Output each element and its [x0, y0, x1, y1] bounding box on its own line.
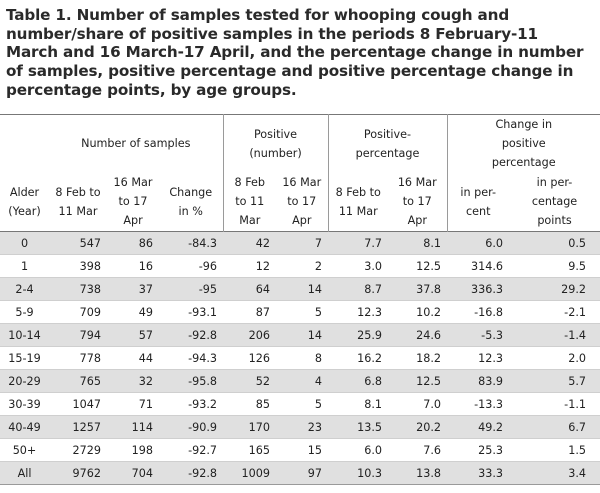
cell-change-percent: 83.9: [447, 370, 509, 393]
cell-pct-period1: 25.9: [328, 324, 388, 347]
header-positive-period2-text: 16 Mar to 17 Apr: [282, 176, 322, 227]
cell-change-points: 9.5: [509, 255, 600, 278]
cell-pct-period1: 13.5: [328, 416, 388, 439]
cell-samples-change: -95.8: [159, 370, 223, 393]
table-row: [0, 255, 600, 278]
cell-age: All: [0, 462, 49, 485]
header-change-positive-percentage: [447, 115, 600, 173]
cell-samples-change: -90.9: [159, 416, 223, 439]
cell-age: 40-49: [0, 416, 49, 439]
cell-positive-period1: 170: [223, 416, 276, 439]
header-change-in-points-text: in per-centage points: [531, 176, 578, 227]
cell-pct-period2: 12.5: [388, 370, 447, 393]
cell-pct-period2: 20.2: [388, 416, 447, 439]
cell-samples-change: -92.7: [159, 439, 223, 462]
table-title: Table 1. Number of samples tested for whooping cough and number/share of positive samples in the periods 8 February-11 March and 16 March-17 April, and the percentage change in number of samples, positive percentage and positive percentage change in percentage points, by age groups.: [6, 6, 584, 99]
table-row: [0, 416, 600, 439]
cell-age: 50+: [0, 439, 49, 462]
cell-pct-period2: 12.5: [388, 255, 447, 278]
cell-change-points: 0.5: [509, 232, 600, 255]
cell-positive-period2: 5: [276, 301, 328, 324]
cell-positive-period1: 206: [223, 324, 276, 347]
cell-change-points: -1.4: [509, 324, 600, 347]
header-samples-period1: [49, 172, 107, 232]
cell-positive-period2: 2: [276, 255, 328, 278]
cell-change-percent: 314.6: [447, 255, 509, 278]
cell-samples-change: -95: [159, 278, 223, 301]
cell-positive-period1: 64: [223, 278, 276, 301]
cell-positive-period1: 87: [223, 301, 276, 324]
cell-change-percent: 6.0: [447, 232, 509, 255]
cell-samples-period1: 9762: [49, 462, 107, 485]
cell-pct-period2: 37.8: [388, 278, 447, 301]
header-change-in-percent: [447, 172, 509, 232]
header-samples-period2-text: 16 Mar to 17 Apr: [113, 176, 153, 227]
cell-samples-period1: 709: [49, 301, 107, 324]
cell-samples-change: -84.3: [159, 232, 223, 255]
cell-age: 15-19: [0, 347, 49, 370]
cell-positive-period2: 4: [276, 370, 328, 393]
cell-change-percent: 33.3: [447, 462, 509, 485]
cell-samples-period2: 32: [107, 370, 159, 393]
table-row: [0, 301, 600, 324]
cell-samples-period2: 49: [107, 301, 159, 324]
cell-age: 20-29: [0, 370, 49, 393]
cell-positive-period1: 126: [223, 347, 276, 370]
cell-samples-period1: 1257: [49, 416, 107, 439]
cell-pct-period2: 8.1: [388, 232, 447, 255]
cell-positive-period2: 23: [276, 416, 328, 439]
cell-samples-period2: 37: [107, 278, 159, 301]
header-row-columns: [0, 172, 600, 232]
cell-samples-period2: 198: [107, 439, 159, 462]
cell-samples-period1: 778: [49, 347, 107, 370]
header-pct-period1-text: 8 Feb to 11 Mar: [335, 185, 381, 218]
cell-age: 30-39: [0, 393, 49, 416]
cell-samples-change: -94.3: [159, 347, 223, 370]
cell-pct-period2: 10.2: [388, 301, 447, 324]
cell-age: 0: [0, 232, 49, 255]
cell-positive-period2: 14: [276, 324, 328, 347]
table-row: [0, 278, 600, 301]
samples-table: [0, 114, 600, 485]
header-positive-number-text: Positive (number): [249, 127, 302, 160]
cell-positive-period1: 42: [223, 232, 276, 255]
header-positive-number: [223, 115, 328, 173]
header-change-in-percent-text: in per-cent: [460, 185, 497, 218]
cell-samples-change: -92.8: [159, 462, 223, 485]
cell-age: 1: [0, 255, 49, 278]
cell-positive-period2: 15: [276, 439, 328, 462]
cell-samples-period1: 2729: [49, 439, 107, 462]
table-row-total: [0, 462, 600, 485]
cell-positive-period2: 97: [276, 462, 328, 485]
cell-pct-period1: 12.3: [328, 301, 388, 324]
cell-pct-period1: 6.0: [328, 439, 388, 462]
cell-pct-period2: 13.8: [388, 462, 447, 485]
cell-pct-period1: 16.2: [328, 347, 388, 370]
cell-positive-period2: 14: [276, 278, 328, 301]
cell-positive-period1: 12: [223, 255, 276, 278]
header-number-of-samples: Number of samples: [81, 137, 191, 150]
cell-change-percent: -5.3: [447, 324, 509, 347]
cell-change-points: -2.1: [509, 301, 600, 324]
cell-change-points: 6.7: [509, 416, 600, 439]
header-positive-percentage-text: Positive-percentage: [355, 127, 420, 160]
cell-samples-change: -93.1: [159, 301, 223, 324]
cell-pct-period2: 7.6: [388, 439, 447, 462]
cell-pct-period1: 7.7: [328, 232, 388, 255]
header-positive-period1-text: 8 Feb to 11 Mar: [234, 176, 265, 227]
cell-change-points: -1.1: [509, 393, 600, 416]
header-pct-period2-text: 16 Mar to 17 Apr: [397, 176, 437, 227]
cell-samples-period2: 16: [107, 255, 159, 278]
cell-samples-period1: 738: [49, 278, 107, 301]
cell-positive-period1: 85: [223, 393, 276, 416]
cell-samples-change: -96: [159, 255, 223, 278]
cell-samples-change: -92.8: [159, 324, 223, 347]
cell-samples-period2: 71: [107, 393, 159, 416]
table-row: [0, 347, 600, 370]
cell-pct-period2: 7.0: [388, 393, 447, 416]
header-positive-percentage: [328, 115, 447, 173]
header-row-groups: [0, 115, 600, 173]
cell-samples-period2: 114: [107, 416, 159, 439]
cell-change-percent: 49.2: [447, 416, 509, 439]
cell-pct-period1: 3.0: [328, 255, 388, 278]
header-change-text: Change in positive percentage: [491, 118, 556, 169]
cell-samples-period1: 794: [49, 324, 107, 347]
cell-samples-period1: 1047: [49, 393, 107, 416]
header-samples-change: [159, 172, 223, 232]
table-row: [0, 393, 600, 416]
header-samples-period2: [107, 172, 159, 232]
cell-change-percent: -16.8: [447, 301, 509, 324]
header-pct-period1: [328, 172, 388, 232]
header-age-spacer: [0, 115, 49, 173]
header-age-text: Alder (Year): [8, 185, 41, 218]
cell-positive-period2: 5: [276, 393, 328, 416]
table-row: [0, 439, 600, 462]
cell-positive-period1: 52: [223, 370, 276, 393]
cell-samples-period2: 704: [107, 462, 159, 485]
cell-pct-period1: 10.3: [328, 462, 388, 485]
header-change-in-points: [509, 172, 600, 232]
cell-positive-period1: 1009: [223, 462, 276, 485]
table-row: [0, 324, 600, 347]
cell-positive-period1: 165: [223, 439, 276, 462]
cell-age: 10-14: [0, 324, 49, 347]
cell-change-percent: 12.3: [447, 347, 509, 370]
cell-change-points: 3.4: [509, 462, 600, 485]
cell-positive-period2: 7: [276, 232, 328, 255]
table-row: [0, 232, 600, 255]
header-samples-period1-text: 8 Feb to 11 Mar: [55, 185, 101, 218]
cell-pct-period2: 24.6: [388, 324, 447, 347]
cell-samples-period1: 765: [49, 370, 107, 393]
cell-change-points: 5.7: [509, 370, 600, 393]
cell-samples-period1: 398: [49, 255, 107, 278]
cell-positive-period2: 8: [276, 347, 328, 370]
table-row: [0, 370, 600, 393]
header-age: [0, 172, 49, 232]
header-pct-period2: [388, 172, 447, 232]
cell-change-points: 29.2: [509, 278, 600, 301]
cell-samples-period2: 86: [107, 232, 159, 255]
cell-pct-period1: 6.8: [328, 370, 388, 393]
cell-change-percent: 25.3: [447, 439, 509, 462]
cell-change-points: 1.5: [509, 439, 600, 462]
cell-pct-period1: 8.1: [328, 393, 388, 416]
cell-samples-period1: 547: [49, 232, 107, 255]
cell-change-points: 2.0: [509, 347, 600, 370]
header-samples-change-text: Change in %: [169, 185, 213, 218]
cell-change-percent: 336.3: [447, 278, 509, 301]
cell-age: 2-4: [0, 278, 49, 301]
cell-samples-period2: 57: [107, 324, 159, 347]
cell-samples-period2: 44: [107, 347, 159, 370]
header-positive-period1: [223, 172, 276, 232]
cell-age: 5-9: [0, 301, 49, 324]
cell-change-percent: -13.3: [447, 393, 509, 416]
cell-samples-change: -93.2: [159, 393, 223, 416]
header-positive-period2: [276, 172, 328, 232]
cell-pct-period2: 18.2: [388, 347, 447, 370]
cell-pct-period1: 8.7: [328, 278, 388, 301]
